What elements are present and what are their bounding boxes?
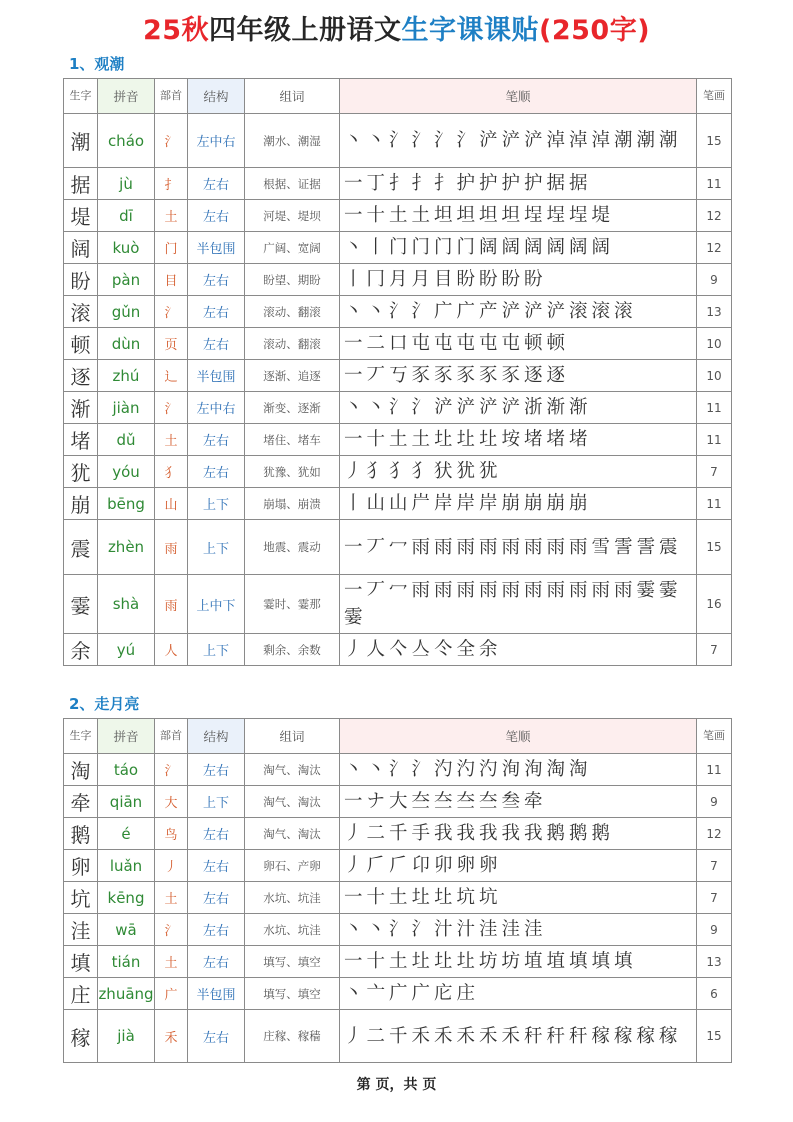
stroke-count-cell: 6	[697, 978, 732, 1010]
radical-cell: 目	[155, 264, 188, 296]
table-row	[64, 114, 732, 168]
table-row	[64, 786, 732, 818]
stroke-count-cell: 12	[697, 818, 732, 850]
title-count-part: (250字)	[539, 15, 651, 46]
stroke-order-cell: 丶丶氵氵汋汋汋洵洵淘淘	[340, 754, 697, 786]
radical-cell: 丿	[155, 850, 188, 882]
radical-cell: 禾	[155, 1010, 188, 1063]
words-cell: 剩余、余数	[245, 634, 340, 666]
table-row	[64, 575, 732, 634]
radical-cell: 雨	[155, 520, 188, 575]
stroke-order-cell: 一丆冖雨雨雨雨雨雨雨雨雨雨霎霎霎	[340, 575, 697, 634]
radical-cell: 土	[155, 946, 188, 978]
character-cell: 坑	[64, 882, 98, 914]
stroke-order-cell: 一十土土坦坦坦坦埕埕埕堤	[340, 200, 697, 232]
structure-cell: 左右	[188, 818, 245, 850]
character-cell: 滚	[64, 296, 98, 328]
structure-cell: 上下	[188, 634, 245, 666]
table-row	[64, 296, 732, 328]
words-cell: 潮水、潮湿	[245, 114, 340, 168]
table-row	[64, 392, 732, 424]
structure-cell: 半包围	[188, 978, 245, 1010]
header-structure: 结构	[188, 79, 245, 114]
character-cell: 洼	[64, 914, 98, 946]
pinyin-cell: tián	[98, 946, 155, 978]
page-title	[0, 8, 793, 47]
stroke-order-cell: 丿犭犭犭犾犹犹	[340, 456, 697, 488]
stroke-order-cell: 丿𠂆𠂆卬卯卵卵	[340, 850, 697, 882]
pinyin-cell: táo	[98, 754, 155, 786]
table-row	[64, 360, 732, 392]
character-cell: 犹	[64, 456, 98, 488]
character-cell: 堤	[64, 200, 98, 232]
character-table	[63, 78, 732, 666]
structure-cell: 上下	[188, 520, 245, 575]
stroke-order-cell: 一十土土圵圵圵垵堵堵堵	[340, 424, 697, 456]
character-cell: 鹅	[64, 818, 98, 850]
table-header-row	[64, 79, 732, 114]
structure-cell: 左右	[188, 296, 245, 328]
words-cell: 水坑、坑洼	[245, 914, 340, 946]
stroke-count-cell: 11	[697, 754, 732, 786]
pinyin-cell: bēng	[98, 488, 155, 520]
stroke-count-cell: 15	[697, 520, 732, 575]
header-char: 生字	[64, 719, 98, 754]
stroke-count-cell: 15	[697, 1010, 732, 1063]
table-row	[64, 978, 732, 1010]
character-cell: 盼	[64, 264, 98, 296]
radical-cell: 氵	[155, 914, 188, 946]
character-cell: 牵	[64, 786, 98, 818]
title-grade-part: 25秋	[142, 15, 210, 46]
section-heading: 2、走月亮	[69, 695, 140, 713]
structure-cell: 上下	[188, 488, 245, 520]
words-cell: 淘气、淘汰	[245, 786, 340, 818]
character-cell: 卵	[64, 850, 98, 882]
words-cell: 淘气、淘汰	[245, 818, 340, 850]
header-stroke-count: 笔画	[697, 79, 732, 114]
words-cell: 地震、震动	[245, 520, 340, 575]
title-book-part: 四年级上册语文	[209, 15, 402, 46]
character-table	[63, 718, 732, 1063]
structure-cell: 左右	[188, 850, 245, 882]
radical-cell: 犭	[155, 456, 188, 488]
stroke-count-cell: 7	[697, 456, 732, 488]
table-row	[64, 1010, 732, 1063]
radical-cell: 土	[155, 882, 188, 914]
character-cell: 阔	[64, 232, 98, 264]
table-row	[64, 818, 732, 850]
table-row	[64, 634, 732, 666]
words-cell: 盼望、期盼	[245, 264, 340, 296]
words-cell: 水坑、坑洼	[245, 882, 340, 914]
header-radical: 部首	[155, 79, 188, 114]
words-cell: 庄稼、稼穑	[245, 1010, 340, 1063]
words-cell: 淘气、淘汰	[245, 754, 340, 786]
radical-cell: 门	[155, 232, 188, 264]
words-cell: 逐渐、追逐	[245, 360, 340, 392]
stroke-count-cell: 12	[697, 232, 732, 264]
structure-cell: 左右	[188, 914, 245, 946]
stroke-count-cell: 13	[697, 296, 732, 328]
stroke-order-cell: 丶丨门门门门阔阔阔阔阔阔	[340, 232, 697, 264]
header-stroke-count: 笔画	[697, 719, 732, 754]
words-cell: 渐变、逐渐	[245, 392, 340, 424]
stroke-count-cell: 9	[697, 914, 732, 946]
structure-cell: 上中下	[188, 575, 245, 634]
stroke-order-cell: 丨山山屵岸岸岸崩崩崩崩	[340, 488, 697, 520]
stroke-count-cell: 13	[697, 946, 732, 978]
stroke-count-cell: 11	[697, 168, 732, 200]
stroke-count-cell: 9	[697, 264, 732, 296]
structure-cell: 半包围	[188, 360, 245, 392]
stroke-count-cell: 7	[697, 634, 732, 666]
words-cell: 滚动、翻滚	[245, 328, 340, 360]
stroke-count-cell: 15	[697, 114, 732, 168]
stroke-count-cell: 7	[697, 882, 732, 914]
pinyin-cell: zhú	[98, 360, 155, 392]
structure-cell: 左中右	[188, 392, 245, 424]
words-cell: 根据、证据	[245, 168, 340, 200]
words-cell: 卵石、产卵	[245, 850, 340, 882]
radical-cell: 页	[155, 328, 188, 360]
pinyin-cell: kēng	[98, 882, 155, 914]
stroke-order-cell: 丶丶氵氵氵氵浐浐浐淖淖淖潮潮潮	[340, 114, 697, 168]
table-row	[64, 456, 732, 488]
stroke-count-cell: 10	[697, 328, 732, 360]
structure-cell: 左右	[188, 264, 245, 296]
pinyin-cell: jià	[98, 1010, 155, 1063]
words-cell: 霎时、霎那	[245, 575, 340, 634]
pinyin-cell: yú	[98, 634, 155, 666]
header-structure: 结构	[188, 719, 245, 754]
pinyin-cell: dǔ	[98, 424, 155, 456]
pinyin-cell: é	[98, 818, 155, 850]
pinyin-cell: zhèn	[98, 520, 155, 575]
pinyin-cell: kuò	[98, 232, 155, 264]
stroke-order-cell: 一二口屯屯屯屯屯顿顿	[340, 328, 697, 360]
stroke-order-cell: 一丆冖雨雨雨雨雨雨雨雨雪霅霅震	[340, 520, 697, 575]
character-cell: 据	[64, 168, 98, 200]
section-heading: 1、观潮	[69, 55, 125, 73]
radical-cell: 氵	[155, 296, 188, 328]
radical-cell: 氵	[155, 392, 188, 424]
radical-cell: 氵	[155, 114, 188, 168]
character-cell: 霎	[64, 575, 98, 634]
radical-cell: 山	[155, 488, 188, 520]
stroke-count-cell: 11	[697, 424, 732, 456]
character-cell: 堵	[64, 424, 98, 456]
structure-cell: 左右	[188, 328, 245, 360]
structure-cell: 左右	[188, 168, 245, 200]
stroke-order-cell: 丿二千手我我我我我鹅鹅鹅	[340, 818, 697, 850]
character-cell: 余	[64, 634, 98, 666]
pinyin-cell: jiàn	[98, 392, 155, 424]
structure-cell: 半包围	[188, 232, 245, 264]
header-stroke-order: 笔顺	[340, 79, 697, 114]
pinyin-cell: jù	[98, 168, 155, 200]
stroke-order-cell: 一ナ大夳夳夳夳叁牵	[340, 786, 697, 818]
stroke-order-cell: 一十土圵圵坑坑	[340, 882, 697, 914]
words-cell: 犹豫、犹如	[245, 456, 340, 488]
pinyin-cell: shà	[98, 575, 155, 634]
pinyin-cell: yóu	[98, 456, 155, 488]
table-row	[64, 914, 732, 946]
table-row	[64, 488, 732, 520]
stroke-count-cell: 10	[697, 360, 732, 392]
structure-cell: 左右	[188, 200, 245, 232]
radical-cell: 土	[155, 200, 188, 232]
header-char: 生字	[64, 79, 98, 114]
stroke-order-cell: 丶亠广广庀庄	[340, 978, 697, 1010]
stroke-order-cell: 丿二千禾禾禾禾禾秆秆秆稼稼稼稼	[340, 1010, 697, 1063]
character-cell: 潮	[64, 114, 98, 168]
structure-cell: 上下	[188, 786, 245, 818]
structure-cell: 左右	[188, 424, 245, 456]
radical-cell: 土	[155, 424, 188, 456]
pinyin-cell: dī	[98, 200, 155, 232]
header-words: 组词	[245, 79, 340, 114]
stroke-count-cell: 7	[697, 850, 732, 882]
character-cell: 崩	[64, 488, 98, 520]
table-row	[64, 754, 732, 786]
stroke-count-cell: 11	[697, 392, 732, 424]
header-pinyin: 拼音	[98, 79, 155, 114]
stroke-order-cell: 丶丶氵氵浐浐浐浐浙渐渐	[340, 392, 697, 424]
pinyin-cell: wā	[98, 914, 155, 946]
table-row	[64, 168, 732, 200]
table-row	[64, 520, 732, 575]
header-stroke-order: 笔顺	[340, 719, 697, 754]
radical-cell: 辶	[155, 360, 188, 392]
character-cell: 淘	[64, 754, 98, 786]
table-row	[64, 850, 732, 882]
table-row	[64, 200, 732, 232]
structure-cell: 左右	[188, 1010, 245, 1063]
radical-cell: 人	[155, 634, 188, 666]
structure-cell: 左右	[188, 946, 245, 978]
structure-cell: 左右	[188, 754, 245, 786]
stroke-order-cell: 丶丶氵氵汁汁洼洼洼	[340, 914, 697, 946]
page-footer: 第 页，共 页	[356, 1077, 437, 1093]
character-cell: 庄	[64, 978, 98, 1010]
table-row	[64, 264, 732, 296]
stroke-order-cell: 一丁扌扌扌护护护护据据	[340, 168, 697, 200]
radical-cell: 雨	[155, 575, 188, 634]
stroke-order-cell: 丶丶氵氵广广产浐浐浐滚滚滚	[340, 296, 697, 328]
table-header-row	[64, 719, 732, 754]
stroke-order-cell: 一丆丂豕豕豕豕豕逐逐	[340, 360, 697, 392]
table-row	[64, 328, 732, 360]
lesson-section-2	[63, 692, 731, 1063]
radical-cell: 扌	[155, 168, 188, 200]
radical-cell: 大	[155, 786, 188, 818]
words-cell: 填写、填空	[245, 978, 340, 1010]
character-cell: 逐	[64, 360, 98, 392]
stroke-order-cell: 一十土圵圵圵坊坊埴埴填填填	[340, 946, 697, 978]
words-cell: 滚动、翻滚	[245, 296, 340, 328]
pinyin-cell: cháo	[98, 114, 155, 168]
header-words: 组词	[245, 719, 340, 754]
stroke-count-cell: 9	[697, 786, 732, 818]
structure-cell: 左右	[188, 456, 245, 488]
radical-cell: 氵	[155, 754, 188, 786]
words-cell: 崩塌、崩溃	[245, 488, 340, 520]
stroke-order-cell: 丨冂月月目盼盼盼盼	[340, 264, 697, 296]
table-row	[64, 946, 732, 978]
table-row	[64, 424, 732, 456]
character-cell: 渐	[64, 392, 98, 424]
structure-cell: 左右	[188, 882, 245, 914]
words-cell: 河堤、堤坝	[245, 200, 340, 232]
pinyin-cell: dùn	[98, 328, 155, 360]
pinyin-cell: zhuāng	[98, 978, 155, 1010]
table-row	[64, 882, 732, 914]
lesson-section-1	[63, 52, 731, 666]
character-cell: 填	[64, 946, 98, 978]
words-cell: 广阔、宽阔	[245, 232, 340, 264]
words-cell: 堵住、堵车	[245, 424, 340, 456]
words-cell: 填写、填空	[245, 946, 340, 978]
title-subject-part: 生字课课贴	[401, 15, 540, 46]
character-cell: 稼	[64, 1010, 98, 1063]
stroke-count-cell: 11	[697, 488, 732, 520]
header-radical: 部首	[155, 719, 188, 754]
stroke-order-cell: 丿人亽亼仒全余	[340, 634, 697, 666]
pinyin-cell: luǎn	[98, 850, 155, 882]
pinyin-cell: pàn	[98, 264, 155, 296]
character-cell: 震	[64, 520, 98, 575]
table-row	[64, 232, 732, 264]
pinyin-cell: qiān	[98, 786, 155, 818]
character-cell: 顿	[64, 328, 98, 360]
structure-cell: 左中右	[188, 114, 245, 168]
stroke-count-cell: 16	[697, 575, 732, 634]
stroke-count-cell: 12	[697, 200, 732, 232]
radical-cell: 广	[155, 978, 188, 1010]
pinyin-cell: gǔn	[98, 296, 155, 328]
header-pinyin: 拼音	[98, 719, 155, 754]
radical-cell: 鸟	[155, 818, 188, 850]
